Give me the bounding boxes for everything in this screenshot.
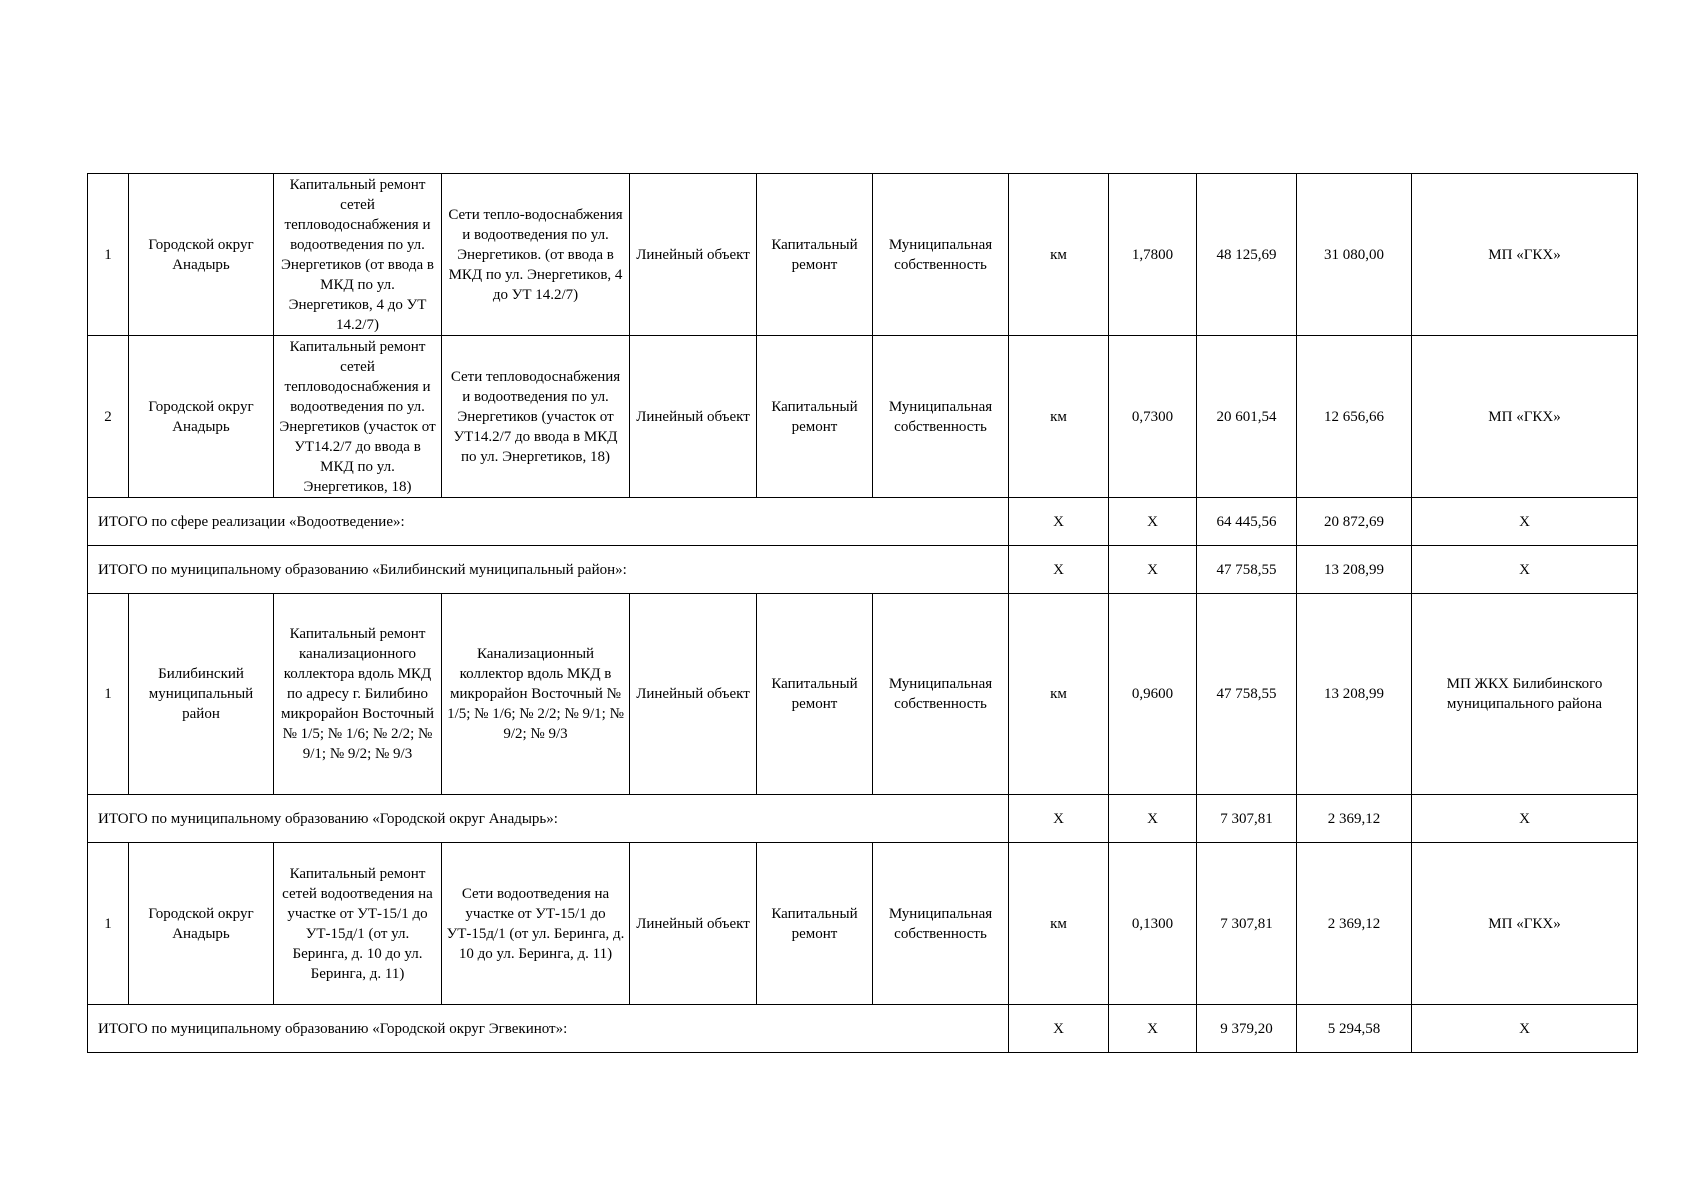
cost-part-cell: 31 080,00 (1297, 174, 1412, 336)
cost-part-cell: 13 208,99 (1297, 546, 1412, 594)
event-cell: Капитальный ремонт сетей тепловодоснабжения и водоотведения по ул. Энергетиков (участок от УТ14.2/7 до ввода в МКД по ул. Энергетиков, 18) (274, 336, 442, 498)
table-row (88, 843, 1638, 1005)
total-row (88, 546, 1638, 594)
total-label: ИТОГО по муниципальному образованию «Городской округ Анадырь»: (88, 795, 1009, 843)
object-cell: Канализационный коллектор вдоль МКД в микрорайон Восточный № 1/5; № 1/6; № 2/2; № 9/1; № 9/2; № 9/3 (442, 594, 630, 795)
work-type-cell: Капитальный ремонт (757, 843, 873, 1005)
unit-cell: X (1009, 546, 1109, 594)
quantity-cell: X (1109, 1005, 1197, 1053)
cost-part-cell: 2 369,12 (1297, 843, 1412, 1005)
cost-total-cell: 64 445,56 (1197, 498, 1297, 546)
work-type-cell: Капитальный ремонт (757, 174, 873, 336)
cost-total-cell: 47 758,55 (1197, 594, 1297, 795)
work-type-cell: Капитальный ремонт (757, 336, 873, 498)
unit-cell: км (1009, 174, 1109, 336)
municipality-cell: Городской округ Анадырь (129, 336, 274, 498)
ownership-cell: Муниципальная собственность (873, 174, 1009, 336)
executor-cell: МП ЖКХ Билибинского муниципального района (1412, 594, 1638, 795)
object-cell: Сети тепловодоснабжения и водоотведения по ул. Энергетиков (участок от УТ14.2/7 до ввода в МКД по ул. Энергетиков, 18) (442, 336, 630, 498)
executor-cell: X (1412, 498, 1638, 546)
ownership-cell: Муниципальная собственность (873, 843, 1009, 1005)
row-number: 2 (88, 336, 129, 498)
executor-cell: X (1412, 1005, 1638, 1053)
quantity-cell: 0,7300 (1109, 336, 1197, 498)
total-row (88, 1005, 1638, 1053)
object-cell: Сети тепло-водоснабжения и водоотведения по ул. Энергетиков. (от ввода в МКД по ул. Энергетиков, 4 до УТ 14.2/7) (442, 174, 630, 336)
quantity-cell: 0,9600 (1109, 594, 1197, 795)
ownership-cell: Муниципальная собственность (873, 336, 1009, 498)
unit-cell: X (1009, 795, 1109, 843)
cost-part-cell: 2 369,12 (1297, 795, 1412, 843)
object-type-cell: Линейный объект (630, 594, 757, 795)
table-row (88, 594, 1638, 795)
unit-cell: X (1009, 498, 1109, 546)
ownership-cell: Муниципальная собственность (873, 594, 1009, 795)
executor-cell: МП «ГКХ» (1412, 174, 1638, 336)
quantity-cell: X (1109, 795, 1197, 843)
object-type-cell: Линейный объект (630, 174, 757, 336)
total-label: ИТОГО по муниципальному образованию «Билибинский муниципальный район»: (88, 546, 1009, 594)
cost-total-cell: 7 307,81 (1197, 843, 1297, 1005)
cost-part-cell: 20 872,69 (1297, 498, 1412, 546)
total-label: ИТОГО по муниципальному образованию «Городской округ Эгвекинот»: (88, 1005, 1009, 1053)
unit-cell: км (1009, 336, 1109, 498)
municipality-cell: Билибинский муниципальный район (129, 594, 274, 795)
cost-total-cell: 48 125,69 (1197, 174, 1297, 336)
executor-cell: МП «ГКХ» (1412, 843, 1638, 1005)
cost-total-cell: 47 758,55 (1197, 546, 1297, 594)
municipality-cell: Городской округ Анадырь (129, 843, 274, 1005)
table-row (88, 336, 1638, 498)
cost-part-cell: 12 656,66 (1297, 336, 1412, 498)
row-number: 1 (88, 594, 129, 795)
unit-cell: км (1009, 843, 1109, 1005)
row-number: 1 (88, 843, 129, 1005)
table-row (88, 174, 1638, 336)
unit-cell: км (1009, 594, 1109, 795)
unit-cell: X (1009, 1005, 1109, 1053)
cost-total-cell: 7 307,81 (1197, 795, 1297, 843)
object-cell: Сети водоотведения на участке от УТ-15/1 до УТ-15д/1 (от ул. Беринга, д. 10 до ул. Беринга, д. 11) (442, 843, 630, 1005)
cost-total-cell: 20 601,54 (1197, 336, 1297, 498)
quantity-cell: 1,7800 (1109, 174, 1197, 336)
row-number: 1 (88, 174, 129, 336)
work-type-cell: Капитальный ремонт (757, 594, 873, 795)
cost-part-cell: 13 208,99 (1297, 594, 1412, 795)
work-plan-table (87, 173, 1638, 1053)
municipality-cell: Городской округ Анадырь (129, 174, 274, 336)
executor-cell: МП «ГКХ» (1412, 336, 1638, 498)
object-type-cell: Линейный объект (630, 336, 757, 498)
quantity-cell: 0,1300 (1109, 843, 1197, 1005)
executor-cell: X (1412, 795, 1638, 843)
total-label: ИТОГО по сфере реализации «Водоотведение»: (88, 498, 1009, 546)
total-row (88, 498, 1638, 546)
event-cell: Капитальный ремонт канализационного коллектора вдоль МКД по адресу г. Билибино микрорайон Восточный № 1/5; № 1/6; № 2/2; № 9/1; № 9/2; № 9/3 (274, 594, 442, 795)
total-row (88, 795, 1638, 843)
cost-part-cell: 5 294,58 (1297, 1005, 1412, 1053)
quantity-cell: X (1109, 546, 1197, 594)
event-cell: Капитальный ремонт сетей водоотведения на участке от УТ-15/1 до УТ-15д/1 (от ул. Беринга, д. 10 до ул. Беринга, д. 11) (274, 843, 442, 1005)
quantity-cell: X (1109, 498, 1197, 546)
executor-cell: X (1412, 546, 1638, 594)
object-type-cell: Линейный объект (630, 843, 757, 1005)
cost-total-cell: 9 379,20 (1197, 1005, 1297, 1053)
event-cell: Капитальный ремонт сетей тепловодоснабжения и водоотведения по ул. Энергетиков (от ввода в МКД по ул. Энергетиков, 4 до УТ 14.2/7) (274, 174, 442, 336)
